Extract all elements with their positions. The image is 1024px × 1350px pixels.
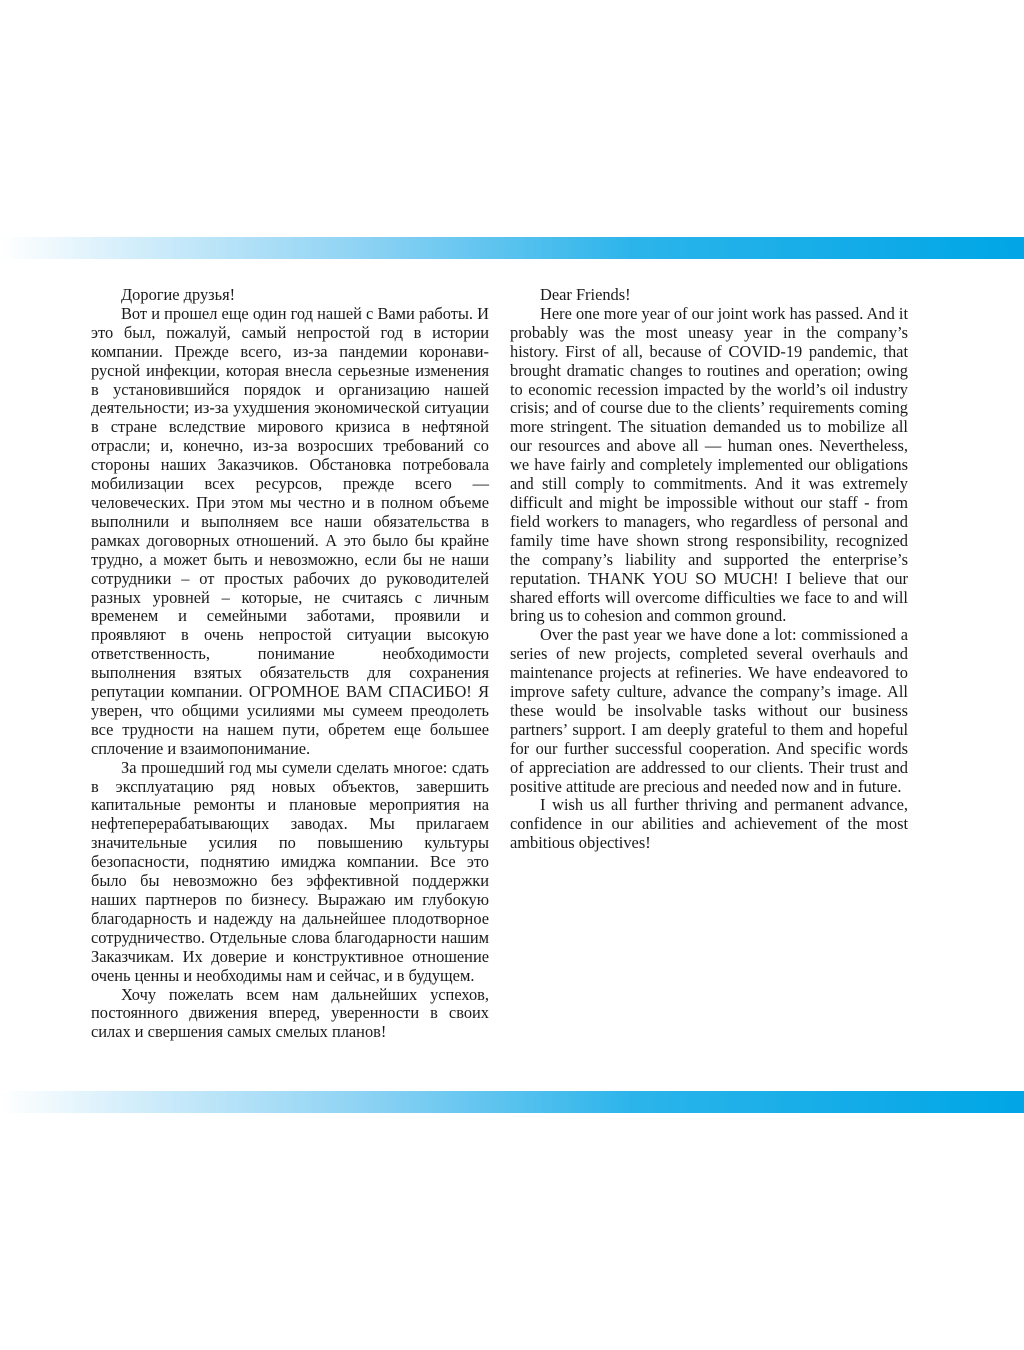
- russian-paragraph-3: Хочу пожелать всем нам дальнейших успехов, постоянного движения вперед, уверенности в своих силах и свершения самых смелых планов!: [91, 984, 489, 1042]
- english-paragraph-1: Here one more year of our joint work has passed. And it probably was the most uneasy year in the company’s history. First of all, because of COVID-19 pandemic, that brought dramatic changes to routines and operation; owing to economic recession impacted by the world’s oil industry crisis; and of course due to the clients’ requirements coming more stringent. The situation demanded us to mobilize all our resources and above all — human ones. Nevertheless, we have fairly and completely implemented our obligations and still comply to commitments. And it was extremely difficult and might be impossible without our staff - from field workers to managers, who regardless of personal and family time have shown strong responsibility, recognized the company’s liability and supported the enterprise’s reputation. THANK YOU SO MUCH! I believe that our shared efforts will overcome difficulties we face to and will bring us to cohesion and common ground.: [510, 303, 908, 626]
- russian-paragraph-1: Вот и прошел еще один год нашей с Вами работы. И это был, пожалуй, самый непростой год в истории компании. Прежде всего, из-за пандемии коронавирусной инфекции, которая внесла серьезные изменения в установившийся порядок и организацию нашей деятельности; из-за ухудшения экономической ситуации в стране вследствие мирового кризиса в нефтяной отрасли; и, конечно, из-за возросших требований со стороны наших Заказчиков. Обстановка потребовала мобилизации всех ресурсов, прежде всего — человеческих. При этом мы честно и в полном объеме выполнили и выполняем все наши обязательства в рамках договорных отношений. А это было бы крайне трудно, а может быть и невозможно, если бы не наши сотрудники – от простых рабочих до руководителей разных уровней – которые, не считаясь с личным временем и семейными заботами, проявили и проявляют в очень непростой ситуации высокую ответственность, понимание необходимости выполнения взятых обязательств для сохранения репутации компании. ОГРОМНОЕ ВАМ СПАСИБО! Я уверен, что общими усилиями мы сумеем преодолеть все трудности на нашем пути, обретем еще большее сплочение и взаимопонимание.: [91, 303, 489, 758]
- english-greeting: Dear Friends!: [540, 285, 631, 304]
- english-paragraph-3: I wish us all further thriving and permanent advance, confidence in our abilities and achievement of the most ambitious objectives!: [510, 795, 908, 853]
- russian-paragraph-2: За прошедший год мы сумели сделать многое: сдать в эксплуатацию ряд новых объектов, завершить капитальные ремонты и плановые мероприятия на нефтеперерабатывающих заводах. Мы прилагаем значительные усилия по повышению культуры безопасности, поднятию имиджа компании. Все это было бы невозможно без эффективной поддержки наших партнеров по бизнесу. Выражаю им глубокую благодарность и надежду на дальнейшее плодотворное сотрудничество. Отдельные слова благодарности нашим Заказчикам. Их доверие и конструктивное отношение очень ценны и необходимы нам и сейчас, и в будущем.: [91, 757, 489, 985]
- bottom-gradient-band: [0, 1091, 1024, 1113]
- english-letter-column: [510, 286, 908, 853]
- russian-greeting: Дорогие друзья!: [121, 285, 236, 304]
- russian-letter-column: [91, 286, 489, 1042]
- english-paragraph-2: Over the past year we have done a lot: commissioned a series of new projects, completed several overhauls and maintenance projects at refineries. We have endeavored to improve safety culture, advance the company’s image. All these would be insolvable tasks without our business partners’ support. I am deeply grateful to them and hopeful for our further successful cooperation. And specific words of appreciation are addressed to our clients. Their trust and positive attitude are precious and needed now and in future.: [510, 625, 908, 796]
- top-gradient-band: [0, 237, 1024, 259]
